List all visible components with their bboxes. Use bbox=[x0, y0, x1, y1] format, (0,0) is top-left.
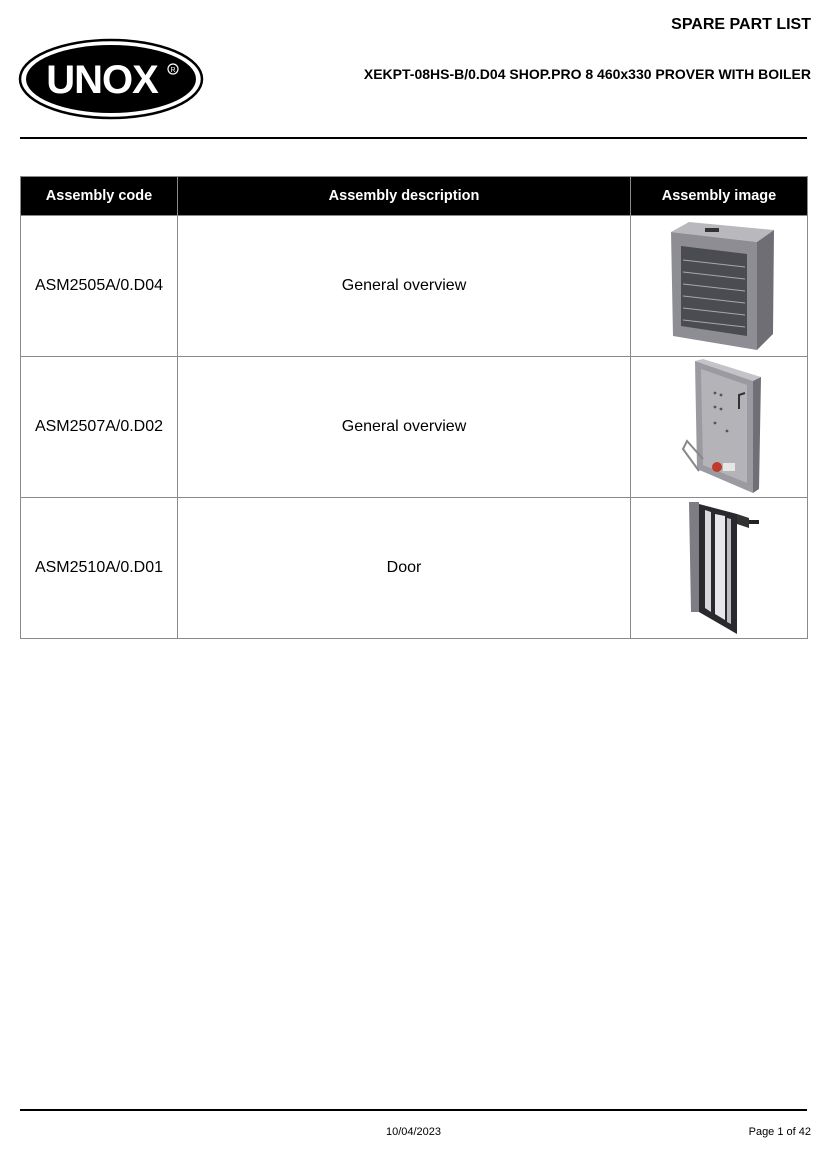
prover-cabinet-icon bbox=[659, 220, 779, 352]
assembly-image[interactable] bbox=[631, 498, 808, 639]
column-header-code: Assembly code bbox=[21, 177, 178, 216]
assembly-table bbox=[20, 176, 808, 639]
assembly-description: General overview bbox=[178, 216, 631, 357]
column-header-image: Assembly image bbox=[631, 177, 808, 216]
door-icon bbox=[669, 500, 769, 636]
header-divider bbox=[20, 137, 807, 139]
assembly-code[interactable]: ASM2507A/0.D02 bbox=[21, 357, 178, 498]
assembly-image[interactable] bbox=[631, 357, 808, 498]
unox-logo bbox=[18, 38, 204, 120]
assembly-image[interactable] bbox=[631, 216, 808, 357]
assembly-description: General overview bbox=[178, 357, 631, 498]
footer-date: 10/04/2023 bbox=[385, 1126, 442, 1138]
assembly-code[interactable]: ASM2510A/0.D01 bbox=[21, 498, 178, 639]
assembly-code[interactable]: ASM2505A/0.D04 bbox=[21, 216, 178, 357]
boiler-panel-icon bbox=[669, 359, 769, 495]
footer-divider bbox=[20, 1109, 807, 1111]
table-row[interactable] bbox=[21, 498, 808, 639]
table-row[interactable] bbox=[21, 216, 808, 357]
model-title: XEKPT-08HS-B/0.D04 SHOP.PRO 8 460x330 PROVER WITH BOILER bbox=[363, 66, 811, 82]
column-header-description: Assembly description bbox=[178, 177, 631, 216]
page-number: Page 1 of 42 bbox=[748, 1126, 811, 1138]
table-row[interactable] bbox=[21, 357, 808, 498]
assembly-description: Door bbox=[178, 498, 631, 639]
table-header-row bbox=[21, 177, 808, 216]
document-title: SPARE PART LIST bbox=[671, 16, 811, 33]
svg-text:R: R bbox=[170, 67, 176, 74]
logo-wordmark: UNOX bbox=[46, 58, 158, 102]
